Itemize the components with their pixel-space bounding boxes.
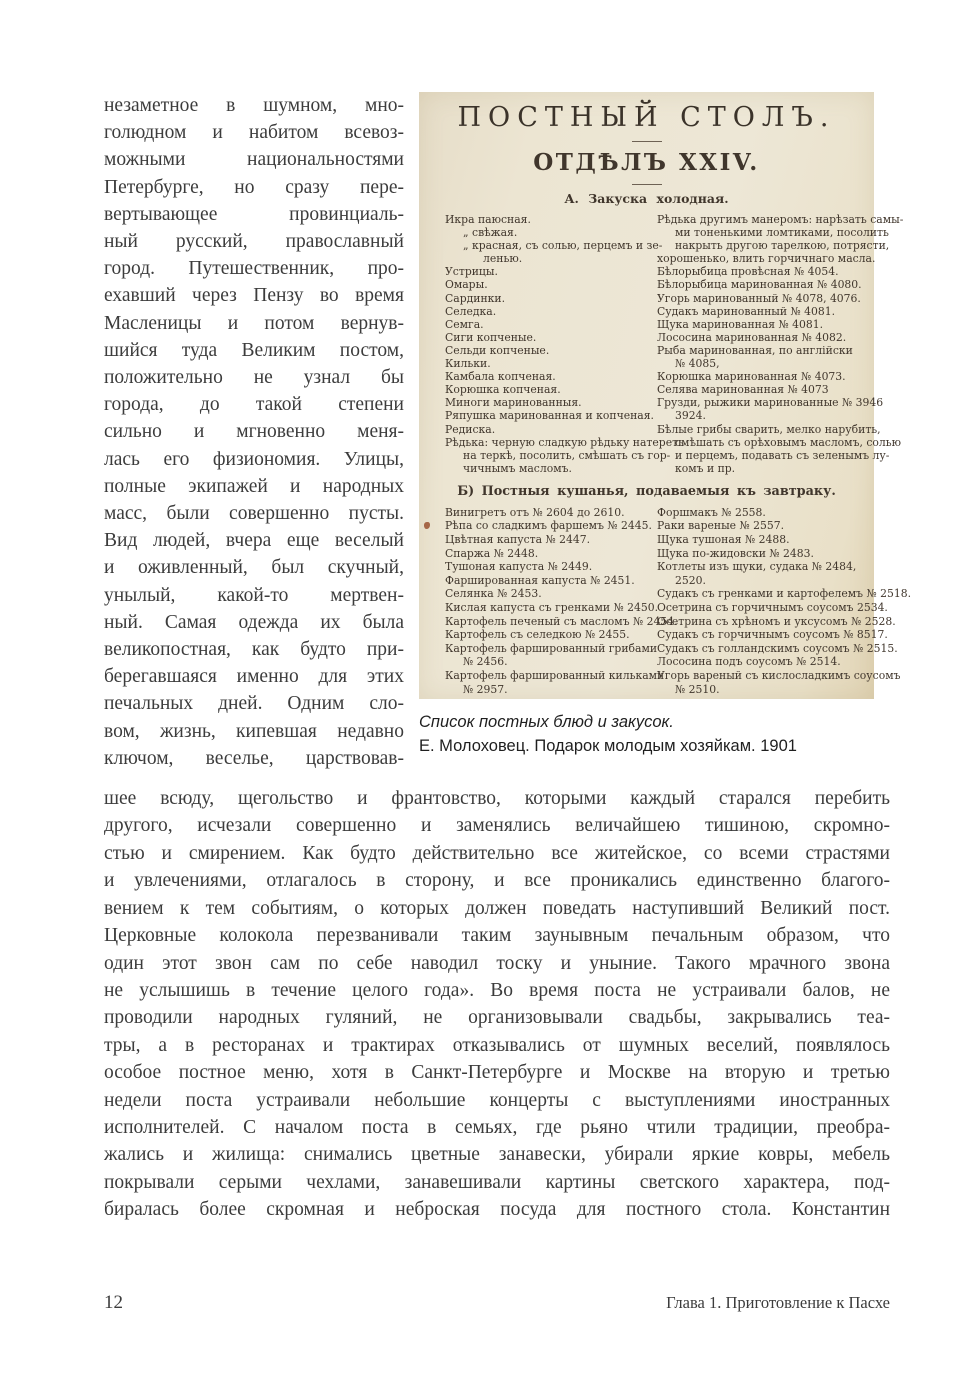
body-text-line: один этот звон сам по себе наводил тоску и уныние. Такого мрачного звона [104,952,890,974]
menu-item-line: ленью. [483,252,523,266]
body-text-line: лась его физиономия. Улицы, [104,448,404,470]
body-text-line: ехавший через Пензу во время [104,285,404,307]
menu-item-line: 3924. [675,409,706,423]
menu-item-line: Омары. [445,278,488,292]
text-and-figure-row [104,92,912,772]
menu-item-line: комъ и пр. [675,461,736,475]
body-text-line: города, до такой степени [104,394,404,416]
body-text-line: жались и жилища: снимались цветные занавески, убирали яркие ковры, мебель [104,1144,890,1166]
body-text-line: город. Путешественник, про- [104,258,404,280]
scan-section-b-left-column [445,505,678,696]
menu-item-line: Осетрина съ хрѣномъ и уксусомъ № 2528. [657,614,896,628]
body-text-line: берегавшаяся именно для этих [104,666,404,688]
menu-item-line: Лососина подъ соусомъ № 2514. [657,655,841,669]
menu-item-line: Картофель печеный съ масломъ № 2454. [445,614,678,628]
menu-item-line: ми тоненькими ломтиками, посолить [675,226,889,240]
menu-item-line: Картофель фаршированный кильками [445,669,665,682]
scan-heading-a: А. Закуска холодная. [564,191,729,206]
menu-item-line: Цвѣтная капуста № 2447. [445,533,591,547]
menu-item-line: хорошенько, влить горчичнаго масла. [657,252,876,266]
menu-item-line: № 2957. [463,682,508,696]
body-text-line: тры, а в ресторанах и трактирах отказывались от шумных веселий, появлялось [104,1034,890,1056]
body-text-line: ный русский, православный [104,231,404,253]
body-text-line: можными национальностями [104,149,404,171]
menu-item-line: Миноги маринованныя. [445,396,582,410]
body-text-line: другого, исчезали совершенно и заменялись величайшею тишиною, скромно- [104,815,890,837]
body-text-line: масс, были совершенно пусты. [104,503,404,525]
menu-item-line: Угорь вареный съ кислосладкимъ соусомъ [657,669,901,682]
page-content [104,92,912,1224]
menu-item-line: Картофель фаршированный грибами [445,641,658,655]
scan-section-b [419,505,912,696]
body-text-line: положительно не узнал бы [104,367,404,389]
scan-heading-b: Б) Постныя кушанья, подаваемыя къ завтраку. [457,483,836,499]
scan-title: ПОСТНЫЙ СТОЛЪ. [457,102,836,133]
menu-item-line: Семга. [445,317,484,331]
menu-item-line: Корюшка копченая. [445,383,561,397]
menu-item-line: Ряпушка маринованная и копченая. [445,409,654,423]
menu-item-line: Бѣлорыбица маринованная № 4080. [657,278,862,292]
menu-item-line: Форшмакъ № 2558. [657,505,766,519]
body-text-line: печальных дней. Одним сло- [104,693,404,715]
body-text-column [104,92,404,772]
menu-item-line: Судакъ съ гренками и картофелемъ № 2518. [657,587,912,601]
menu-item-line: Тушоная капуста № 2449. [445,560,593,574]
body-text-line: и увлечениями, отлагалось в сторону, и все проникались единственно благого- [104,870,890,892]
menu-item-line: Сельди копченые. [445,343,550,357]
scan-divider [632,184,662,185]
caption-source: Е. Молоховец. Подарок молодым хозяйкам. 1901 [419,737,797,755]
body-text-line: незаметное в шумном, мно- [104,95,404,116]
menu-item-line: Судакъ съ горчичнымъ соусомъ № 8517. [657,628,888,642]
body-text-line: недели поста устраивали небольшие концерты с выступлениями иностранных [104,1089,890,1111]
menu-item-line: Картофель съ селедкою № 2455. [445,628,630,642]
menu-item-line: Щука по-жидовски № 2483. [657,546,814,560]
menu-item-line: накрыть другою тарелкою, потрясти, [675,239,890,253]
body-text-line: великопостная, как будто при- [104,639,404,661]
menu-item-line: Судакъ маринованный № 4081. [657,304,836,318]
menu-item-line: Редиска. [445,422,496,436]
body-text-line: сильно и мгновенно меня- [104,421,404,443]
menu-item-line: № 4085, [675,357,720,371]
menu-item-line: Рѣпа со сладкимъ фаршемъ № 2445. [445,519,652,533]
menu-item-line: № 2510. [675,682,720,696]
body-text-line: покрывали серыми чехлами, занавешивали картины светского характера, под- [104,1171,890,1193]
menu-item-line: Осетрина съ горчичнымъ соусомъ 2534. [657,601,888,615]
menu-item-line: Корюшка маринованная № 4073. [657,370,846,384]
menu-item-line: Грузди, рыжики маринованные № 3946 [657,396,884,410]
menu-item-line: смѣшать съ орѣховымъ масломъ, солью [675,435,902,449]
menu-figure [419,92,912,772]
scan-section-a [419,213,904,475]
scan-section-b-right-column [657,506,911,696]
body-text-line: стью и смирением. Как будто действительно все житейское, со всеми страстями [104,842,890,864]
menu-item-line: на теркѣ, посолить, смѣшать съ гор- [463,448,671,462]
body-text-line: вением к тем событиям, о которых должен поведать наступивший Великий пост. [104,897,890,919]
page-footer [104,1292,890,1314]
menu-item-line: Рѣдька другимъ манеромъ: нарѣзать самы- [657,213,904,226]
body-text-line: голюдном и набитом всевоз- [104,122,404,144]
scan-section-a-right-column [657,213,903,475]
menu-item-line: Селедка. [445,304,497,318]
body-text-line: биралась более скромная и неброская посуда для постного стола. Константин [104,1199,890,1221]
menu-item-line: 2520. [675,573,706,587]
menu-item-line: Кильки. [445,357,491,371]
menu-item-line: Селянка № 2453. [445,587,542,601]
menu-item-line: Раки вареные № 2557. [657,519,785,533]
body-text-line: вертывающее провинциаль- [104,203,404,225]
body-text-line: ключом, веселье, царствовав- [104,747,404,769]
figure-caption [419,710,874,758]
menu-item-line: Камбала копченая. [445,370,556,384]
body-text-line: шийся туда Великим постом, [104,339,404,361]
body-text-line: не услышишь в течение целого года». Во время поста не устраивали балов, не [104,979,890,1001]
body-text-line: вом, жизнь, кипевшая недавно [104,720,404,742]
menu-item-line: Винигретъ отъ № 2604 до 2610. [445,505,625,519]
body-text-line: полные экипажей и народных [104,475,404,497]
scan-section-label: ОТДѢЛЪ XXIV. [533,149,760,176]
body-text-line: Церковные колокола перезванивали таким заунывным печальным образом, что [104,925,890,947]
menu-item-line: Фаршированная капуста № 2451. [445,573,635,587]
body-text-line: Вид людей, вчера еще веселый [104,530,404,552]
menu-item-line: Судакъ съ голландскимъ соусомъ № 2515. [657,641,898,655]
menu-item-line: Бѣлые грибы сварить, мелко нарубить, [657,422,881,436]
body-text-line: особое постное меню, хотя в Санкт-Петербурге и Москве на вторую и третью [104,1062,890,1084]
page-number: 12 [104,1292,123,1313]
menu-scan-image [419,92,912,699]
menu-item-line: Кислая капуста съ гренками № 2450. [445,601,659,615]
body-text-line: исполнителей. С началом поста в семьях, где рьяно чтили традиции, преобра- [104,1116,890,1138]
menu-item-line: Селява маринованная № 4073 [657,383,829,397]
scan-section-a-left-column [445,213,684,475]
menu-item-line: Сардинки. [445,291,506,305]
body-text-line: Петербурге, но сразу пере- [104,176,404,198]
menu-item-line: „ красная, съ солью, перцемъ и зе- [463,239,663,253]
body-text-line: ный. Самая одежда их была [104,611,404,633]
menu-item-line: № 2456. [463,655,508,669]
running-title: Глава 1. Приготовление к Пасхе [666,1293,890,1312]
menu-item-line: Спаржа № 2448. [445,546,539,560]
body-text-line: шее всюду, щегольство и франтовство, которыми каждый старался перебить [104,788,890,810]
menu-item-line: Угорь маринованный № 4078, 4076. [657,291,861,305]
menu-item-line: „ свѣжая. [463,226,518,240]
menu-item-line: Икра паюсная. [445,213,531,226]
menu-item-line: чичнымъ масломъ. [463,461,572,475]
scan-divider [632,141,662,142]
menu-item-line: Котлеты изъ щуки, судака № 2484, [657,560,857,574]
menu-item-line: Щука маринованная № 4081. [657,317,824,331]
body-text-full-width [104,785,890,1224]
body-text-line: унылый, какой-то мертвен- [104,584,404,606]
menu-item-line: Устрицы. [445,265,498,279]
menu-item-line: и перцемъ, подавать съ зеленымъ лу- [675,448,890,462]
menu-item-line: Бѣлорыбица провѣсная № 4054. [657,265,839,279]
body-text-line: Масленицы и потом вернув- [104,312,404,334]
body-text-line: проводили народных гуляний, не организовывали свадьбы, закрывались теа- [104,1007,890,1029]
menu-item-line: Рѣдька: черную сладкую рѣдьку натереть [445,435,684,449]
menu-item-line: Сиги копченые. [445,330,537,344]
body-text-line: и оживленный, был скучный, [104,557,404,579]
menu-item-line: Рыба маринованная, по англійски [657,343,853,357]
menu-item-line: Лососина маринованная № 4082. [657,330,847,344]
menu-item-line: Щука тушоная № 2488. [657,533,790,547]
caption-title: Список постных блюд и закусок. [419,713,674,731]
